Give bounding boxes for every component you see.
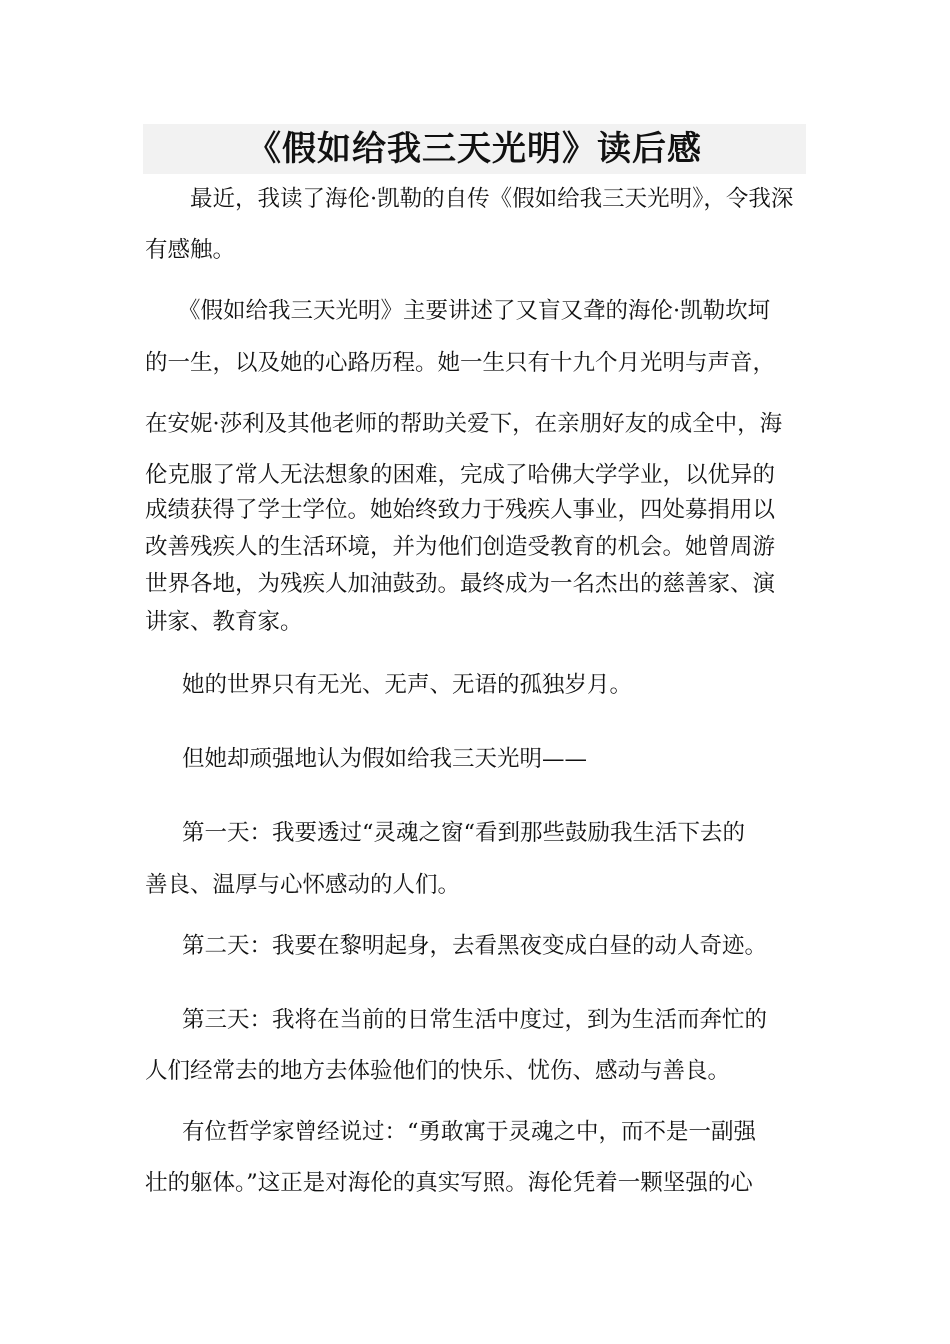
text-line: 在安妮·莎利及其他老师的帮助关爱下，在亲朋好友的成全中，海 (145, 411, 783, 437)
text-line: 《假如给我三天光明》主要讲述了又盲又聋的海伦·凯勒坎坷 (178, 298, 771, 324)
text-line: 第三天：我将在当前的日常生活中度过，到为生活而奔忙的 (182, 1007, 768, 1033)
text-line: 壮的躯体。”这正是对海伦的真实写照。海伦凭着一颗坚强的心 (145, 1170, 753, 1196)
text-line: 改善残疾人的生活环境，并为他们创造受教育的机会。她曾周游 (145, 534, 776, 560)
text-line: 第一天：我要透过“灵魂之窗“看到那些鼓励我生活下去的 (182, 820, 746, 846)
text-line: 成绩获得了学士学位。她始终致力于残疾人事业，四处募捐用以 (145, 497, 776, 523)
text-line: 她的世界只有无光、无声、无语的孤独岁月。 (182, 672, 633, 698)
text-line: 世界各地，为残疾人加油鼓劲。最终成为一名杰出的慈善家、演 (145, 571, 776, 597)
text-line: 第二天：我要在黎明起身，去看黑夜变成白昼的动人奇迹。 (182, 933, 768, 959)
text-line: 但她却顽强地认为假如给我三天光明—— (182, 746, 588, 772)
text-line: 讲家、教育家。 (145, 609, 303, 635)
text-line: 最近，我读了海伦·凯勒的自传《假如给我三天光明》，令我深 (190, 186, 794, 212)
text-line: 人们经常去的地方去体验他们的快乐、忧伤、感动与善良。 (145, 1058, 731, 1084)
text-line: 伦克服了常人无法想象的困难，完成了哈佛大学学业，以优异的 (145, 462, 776, 488)
document-title: 《假如给我三天光明》读后感 (247, 129, 702, 169)
text-line: 有位哲学家曾经说过：“勇敢寓于灵魂之中，而不是一副强 (182, 1119, 757, 1145)
text-line: 善良、温厚与心怀感动的人们。 (145, 872, 461, 898)
text-line: 有感触。 (145, 237, 236, 263)
text-line: 的一生，以及她的心路历程。她一生只有十九个月光明与声音， (145, 350, 776, 376)
